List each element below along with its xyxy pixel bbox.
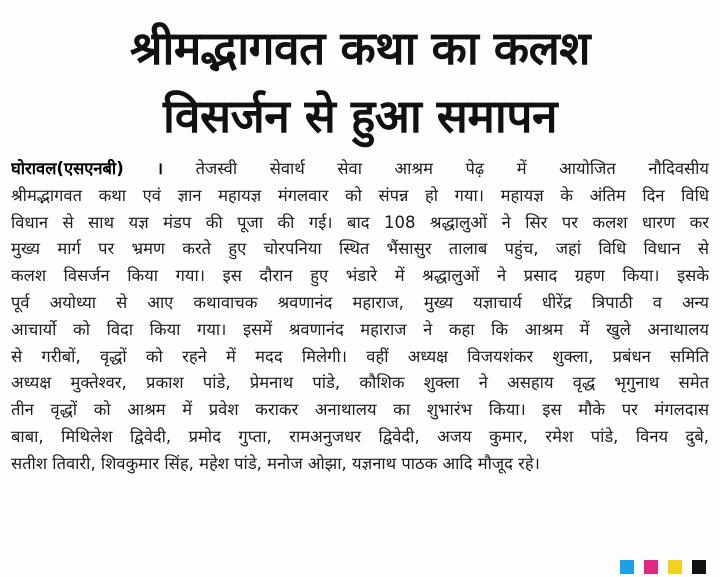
black-mark [692, 560, 706, 574]
article-line: पूर्व अयोध्या से आए कथावाचक श्रवणानंद महाराज, मुख्य यज्ञाचार्य धीरेंद्र त्रिपाठी व अन्य [11, 292, 709, 312]
article-line: सतीश तिवारी, शिवकुमार सिंह, महेश पांडे, मनोज ओझा, यज्ञनाथ पाठक आदि मौजूद रहे। [11, 453, 540, 473]
article-body [11, 156, 709, 478]
headline-line-1: श्रीमद्भागवत कथा का कलश [129, 21, 591, 75]
article-line: आचार्यो को विदा किया गया। इसमें श्रवणानंद महाराज ने कहा कि आश्रम में खुले अनाथालय [11, 319, 709, 339]
article-line: विधान से साथ यज्ञ मंडप की पूजा की गई। बाद 108 श्रद्धालुओं ने सिर पर कलश धारण कर [11, 212, 709, 232]
article-line: बाबा, मिथिलेश द्विवेदी, प्रमोद गुप्ता, रामअनुजधर द्विवेदी, अजय कुमार, रमेश पांडे, विनय दुबे, [11, 426, 709, 446]
article-line: मुख्य मार्ग पर भ्रमण करते हुए चोरपनिया स्थित भैंसासुर तालाब पहुंच, जहां विधि विधान से [11, 239, 709, 259]
article-line [11, 156, 709, 183]
article-line: तीन वृद्धों को आश्रम में प्रवेश कराकर अनाथालय का शुभारंभ किया। इस मौके पर मंगलदास [11, 400, 709, 420]
article-line-text: तेजस्वी सेवार्थ सेवा आश्रम पेढ़ में आयोजित नौदिवसीय [163, 159, 709, 178]
magenta-mark [644, 560, 658, 574]
article-line: श्रीमद्भागवत कथा एवं ज्ञान महायज्ञ मंगलवार को संपन्न हो गया। महायज्ञ के अंतिम दिन विधि [11, 185, 709, 205]
article-line: अध्यक्ष मुक्तेश्वर, प्रकाश पांडे, प्रेमनाथ पांडे, कौशिक शुक्ला ने असहाय वृद्ध भृगुनाथ समेत [11, 373, 709, 393]
headline-line-2: विसर्जन से हुआ समापन [162, 89, 557, 143]
article-line: से गरीबों, वृद्धों को रहने में मदद मिलेगी। वहीं अध्यक्ष विजयशंकर शुक्ला, प्रबंधन समिति [11, 346, 709, 366]
cyan-mark [620, 560, 634, 574]
article-line: कलश विसर्जन किया गया। इस दौरान हुए भंडारे में श्रद्धालुओं ने प्रसाद ग्रहण किया। इसके [11, 266, 709, 286]
yellow-mark [668, 560, 682, 574]
dateline: घोरावल(एसएनबी) । [11, 159, 164, 178]
cropped-previous-text [0, 0, 720, 8]
print-registration-marks [620, 560, 720, 574]
